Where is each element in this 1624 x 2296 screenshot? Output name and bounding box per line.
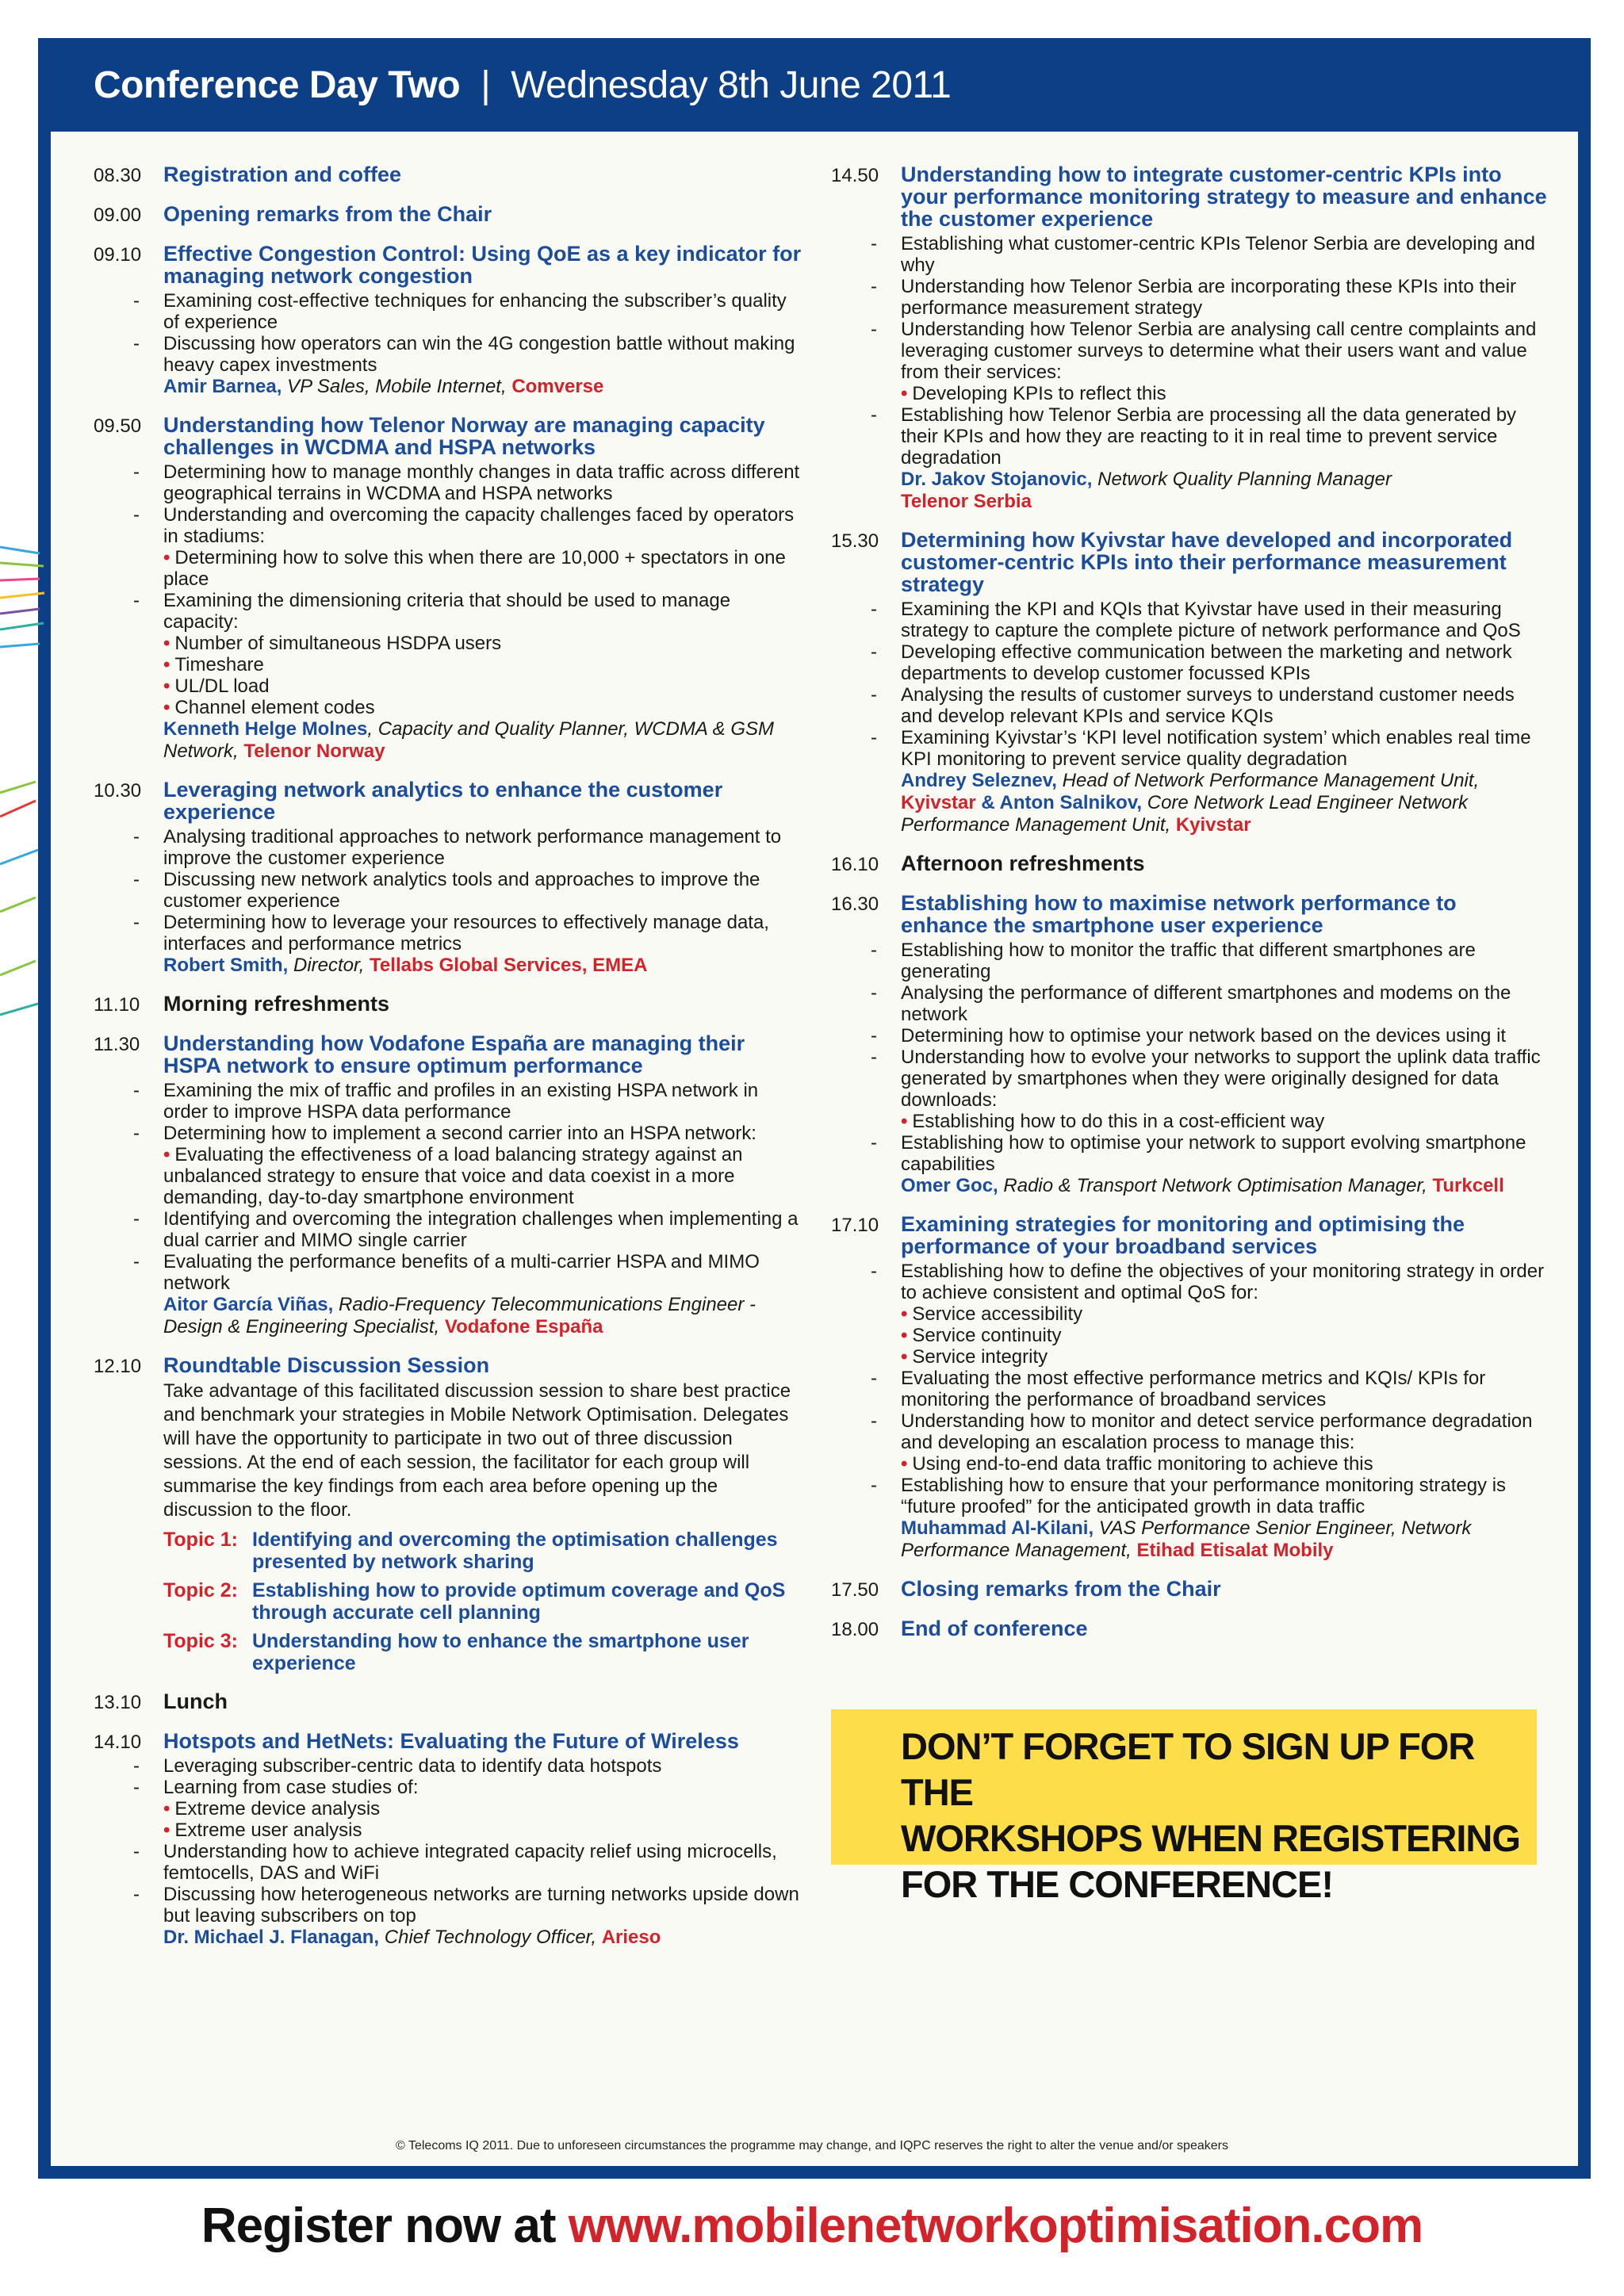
workshop-callout — [831, 1709, 1537, 1905]
session-time: 08.30 — [94, 165, 142, 186]
session-content — [163, 993, 807, 1016]
bullet-text: Channel element codes — [174, 697, 375, 718]
session-content — [163, 203, 807, 227]
bullet-text: Discussing how operators can win the 4G congestion battle without making heavy capex investments — [163, 333, 795, 376]
bullet-item — [163, 869, 807, 912]
bullet-item — [163, 1841, 807, 1884]
topic-text: Establishing how to provide optimum coverage and QoS through accurate cell planning — [252, 1579, 786, 1624]
speaker-role: VAS Performance Senior Engineer, Network Performance Management, — [901, 1517, 1472, 1561]
bullet-item — [901, 1410, 1549, 1453]
session-content — [163, 163, 807, 187]
sub-bullet-item — [163, 547, 807, 590]
bullet-text: Determining how to solve this when there are 10,000 + spectators in one place — [163, 547, 786, 590]
bullet-item — [901, 1132, 1549, 1175]
bullet-text: Establishing how to monitor the traffic that different smartphones are generating — [901, 939, 1476, 982]
sub-bullet-item — [901, 1303, 1549, 1325]
sub-bullet-item — [163, 1820, 807, 1841]
bullet-text: Developing effective communication between the marketing and network departments to develop customer focussed KPIs — [901, 641, 1512, 684]
speaker-role: Radio-Frequency Telecommunications Engineer - Design & Engineering Specialist, — [163, 1294, 756, 1337]
header-separator: | — [481, 63, 491, 106]
agenda-session — [831, 852, 1549, 876]
session-time: 10.30 — [94, 780, 142, 802]
speaker-name: Andrey Seleznev, — [901, 770, 1057, 791]
speaker-organisation: Tellabs Global Services, EMEA — [370, 955, 648, 976]
copyright-notice: © Telecoms IQ 2011. Due to unforeseen circumstances the programme may change, and IQPC reserves the right to alter the venue and/or speakers — [396, 2139, 1228, 2152]
speaker-name: Omer Goc, — [901, 1175, 998, 1196]
agenda-session — [94, 243, 807, 398]
roundtable-topic — [163, 1529, 807, 1573]
bullet-item — [163, 1884, 807, 1927]
bullet-item — [163, 1080, 807, 1123]
topic-label: Topic 2: — [163, 1579, 238, 1601]
red-dot-icon: • — [901, 1346, 908, 1368]
session-title: Lunch — [163, 1689, 228, 1713]
speaker-line — [163, 1927, 807, 1949]
agenda-session — [94, 1032, 807, 1338]
session-time: 17.10 — [831, 1215, 879, 1236]
bullet-item — [901, 233, 1549, 276]
bullet-text: Service accessibility — [912, 1303, 1083, 1325]
session-title: Effective Congestion Control: Using QoE as a key indicator for managing network congestion — [163, 242, 802, 288]
bullet-text: Establishing how to optimise your network to support evolving smartphone capabilities — [901, 1132, 1526, 1175]
bullet-item — [163, 590, 807, 633]
agenda-session — [831, 892, 1549, 1197]
speaker-organisation: Arieso — [601, 1927, 661, 1948]
roundtable-topic — [163, 1630, 807, 1674]
bullet-text: Understanding how to evolve your networks to support the uplink data traffic generated by smartphones when they were originally designed for data downloads: — [901, 1047, 1541, 1111]
agenda-session — [831, 1213, 1549, 1562]
callout-line-1: DON’T FORGET TO SIGN UP FOR THE — [901, 1725, 1475, 1813]
session-title: Hotspots and HetNets: Evaluating the Future of Wireless — [163, 1729, 739, 1753]
register-banner — [0, 2198, 1624, 2254]
agenda-session — [94, 163, 807, 187]
session-bullets — [901, 233, 1549, 469]
speaker-line — [901, 770, 1549, 836]
red-dot-icon: • — [163, 1798, 170, 1820]
session-time: 15.30 — [831, 530, 879, 552]
speaker-organisation: Telenor Serbia — [901, 491, 1032, 512]
bullet-text: Determining how to manage monthly changes in data traffic across different geographical terrains in WCDMA and HSPA networks — [163, 461, 800, 504]
agenda-session — [94, 1354, 807, 1674]
bullet-text: Learning from case studies of: — [163, 1777, 419, 1798]
red-dot-icon: • — [163, 697, 170, 718]
speaker-role: Core Network Lead Engineer Network Performance Management Unit, — [901, 792, 1468, 836]
session-time: 16.10 — [831, 854, 879, 875]
session-time: 13.10 — [94, 1692, 142, 1713]
bullet-text: Establishing how to do this in a cost-efficient way — [912, 1111, 1325, 1132]
topic-text: Identifying and overcoming the optimisation challenges presented by network sharing — [252, 1529, 778, 1573]
speaker-line — [901, 1175, 1549, 1197]
session-time: 12.10 — [94, 1356, 142, 1377]
bullet-text: Examining the KPI and KQIs that Kyivstar have used in their measuring strategy to capture the complete picture of network performance and QoS — [901, 599, 1521, 641]
session-title: Leveraging network analytics to enhance the customer experience — [163, 778, 723, 824]
speaker-line — [901, 1517, 1549, 1562]
session-title: Determining how Kyivstar have developed and incorporated customer-centric KPIs into their performance measurement strategy — [901, 528, 1513, 596]
session-bullets — [901, 939, 1549, 1175]
callout-line-3: FOR THE CONFERENCE! — [901, 1863, 1333, 1905]
page-header — [38, 38, 1591, 132]
session-bullets — [163, 826, 807, 955]
callout-line-2: WORKSHOPS WHEN REGISTERING — [901, 1817, 1520, 1859]
bullet-item — [163, 290, 807, 333]
bullet-text: Service integrity — [912, 1346, 1048, 1368]
agenda-session — [94, 779, 807, 977]
session-content — [901, 852, 1549, 876]
session-title: Closing remarks from the Chair — [901, 1577, 1221, 1601]
bullet-item — [901, 727, 1549, 770]
session-time: 16.30 — [831, 894, 879, 915]
session-title: Establishing how to maximise network performance to enhance the smartphone user experience — [901, 891, 1457, 937]
bullet-text: Examining the dimensioning criteria that should be used to manage capacity: — [163, 590, 731, 633]
session-title: Morning refreshments — [163, 992, 390, 1016]
bullet-item — [901, 276, 1549, 319]
topic-label: Topic 3: — [163, 1630, 238, 1652]
bullet-item — [901, 1368, 1549, 1410]
roundtable-topic — [163, 1579, 807, 1624]
speaker-line — [901, 469, 1549, 513]
session-time: 17.50 — [831, 1579, 879, 1601]
speaker-name: Muhammad Al-Kilani, — [901, 1517, 1094, 1539]
speaker-organisation: Kyivstar — [901, 792, 976, 813]
bullet-item — [901, 1475, 1549, 1517]
bullet-item — [163, 1208, 807, 1251]
bullet-item — [163, 1777, 807, 1798]
red-dot-icon: • — [901, 1111, 908, 1132]
red-dot-icon: • — [901, 1453, 908, 1475]
bullet-text: Evaluating the performance benefits of a multi-carrier HSPA and MIMO network — [163, 1251, 760, 1294]
register-prefix: Register now at — [201, 2198, 569, 2253]
bullet-text: Understanding and overcoming the capacity challenges faced by operators in stadiums: — [163, 504, 795, 547]
session-content — [901, 1213, 1549, 1562]
bullet-text: Determining how to optimise your network based on the devices using it — [901, 1025, 1507, 1047]
bullet-text: Understanding how to monitor and detect service performance degradation and developing an escalation process to manage this: — [901, 1410, 1533, 1453]
register-url-link[interactable]: www.mobilenetworkoptimisation.com — [568, 2198, 1423, 2253]
session-bullets — [901, 1261, 1549, 1517]
speaker-line — [163, 718, 807, 763]
bullet-text: Developing KPIs to reflect this — [912, 383, 1166, 404]
session-title: Registration and coffee — [163, 163, 402, 186]
session-time: 09.10 — [94, 244, 142, 266]
bullet-text: Timeshare — [174, 654, 264, 675]
speaker-name: Amir Barnea, — [163, 376, 282, 397]
bullet-item — [901, 1025, 1549, 1047]
session-title: Understanding how Telenor Norway are managing capacity challenges in WCDMA and HSPA networks — [163, 413, 765, 459]
speaker-role: Chief Technology Officer, — [379, 1927, 602, 1948]
session-time: 18.00 — [831, 1619, 879, 1640]
session-content — [163, 414, 807, 763]
bullet-text: Establishing how to define the objectives of your monitoring strategy in order to achieve consistent and optimal QoS for: — [901, 1261, 1545, 1303]
session-time: 09.50 — [94, 415, 142, 437]
sub-bullet-item — [163, 654, 807, 675]
agenda-session — [831, 1578, 1549, 1601]
bullet-item — [163, 1123, 807, 1144]
speaker-line — [163, 376, 807, 398]
speaker-role: Head of Network Performance Management Unit, — [1056, 770, 1480, 791]
red-dot-icon: • — [901, 1303, 908, 1325]
session-content — [163, 243, 807, 398]
red-dot-icon: • — [901, 1325, 908, 1346]
session-content — [901, 163, 1549, 513]
bullet-item — [163, 912, 807, 955]
header-title: Conference Day Two — [94, 63, 461, 106]
agenda-session — [831, 529, 1549, 836]
session-title: Roundtable Discussion Session — [163, 1353, 490, 1377]
session-title: Understanding how to integrate customer-centric KPIs into your performance monitoring strategy to measure and enhance the customer experience — [901, 163, 1547, 231]
bullet-text: Examining cost-effective techniques for enhancing the subscriber’s quality of experience — [163, 290, 787, 333]
right-column — [831, 163, 1549, 1657]
red-dot-icon: • — [163, 633, 170, 654]
speaker-role: , Capacity and Quality Planner, WCDMA & GSM Network, — [163, 718, 774, 762]
agenda-session — [831, 1617, 1549, 1641]
speaker-name: Kenneth Helge Molnes — [163, 718, 368, 740]
bullet-text: Number of simultaneous HSDPA users — [174, 633, 502, 654]
topic-text: Understanding how to enhance the smartphone user experience — [252, 1630, 749, 1674]
speaker-line — [163, 955, 807, 977]
bullet-item — [163, 504, 807, 547]
agenda-session — [831, 163, 1549, 513]
session-content — [901, 529, 1549, 836]
red-dot-icon: • — [163, 547, 170, 568]
session-content — [163, 1690, 807, 1714]
session-content — [163, 1354, 807, 1674]
session-title: Afternoon refreshments — [901, 851, 1145, 875]
session-content — [163, 1730, 807, 1949]
bullet-item — [901, 641, 1549, 684]
agenda-session — [94, 1690, 807, 1714]
bullet-text: UL/DL load — [174, 675, 270, 697]
sub-bullet-item — [163, 1144, 807, 1208]
bullet-text: Extreme user analysis — [174, 1820, 362, 1841]
session-content — [901, 1617, 1549, 1641]
header-date: Wednesday 8th June 2011 — [511, 63, 952, 106]
bullet-text: Analysing the performance of different smartphones and modems on the network — [901, 982, 1511, 1025]
sub-bullet-item — [901, 383, 1549, 404]
session-content — [901, 1578, 1549, 1601]
session-time: 14.10 — [94, 1732, 142, 1753]
session-title: End of conference — [901, 1617, 1088, 1640]
session-bullets — [163, 1080, 807, 1294]
bullet-text: Using end-to-end data traffic monitoring to achieve this — [912, 1453, 1373, 1475]
bullet-text: Discussing new network analytics tools and approaches to improve the customer experience — [163, 869, 760, 912]
session-title: Opening remarks from the Chair — [163, 202, 492, 226]
speaker-organisation: Telenor Norway — [243, 740, 385, 762]
bullet-item — [901, 982, 1549, 1025]
bullet-text: Understanding how Telenor Serbia are incorporating these KPIs into their performance measurement strategy — [901, 276, 1517, 319]
bullet-text: Evaluating the most effective performance metrics and KQIs/ KPIs for monitoring the performance of broadband services — [901, 1368, 1486, 1410]
bullet-text: Analysing the results of customer surveys to understand customer needs and develop relevant KPIs and service KQIs — [901, 684, 1515, 727]
speaker-line — [163, 1294, 807, 1338]
sub-bullet-item — [901, 1453, 1549, 1475]
bullet-text: Understanding how to achieve integrated capacity relief using microcells, femtocells, DAS and WiFi — [163, 1841, 777, 1884]
sub-bullet-item — [901, 1346, 1549, 1368]
speaker-role: Network Quality Planning Manager — [1092, 469, 1392, 490]
red-dot-icon: • — [163, 1820, 170, 1841]
speaker-name: Dr. Jakov Stojanovic, — [901, 469, 1093, 490]
agenda-session — [94, 203, 807, 227]
bullet-item — [163, 333, 807, 376]
session-time: 11.10 — [94, 994, 140, 1016]
bullet-item — [901, 939, 1549, 982]
session-bullets — [163, 461, 807, 718]
session-time: 14.50 — [831, 165, 879, 186]
bullet-item — [901, 684, 1549, 727]
bullet-text: Understanding how Telenor Serbia are analysing call centre complaints and leveraging customer surveys to determine what their users want and value from their services: — [901, 319, 1537, 383]
bullet-text: Leveraging subscriber-centric data to identify data hotspots — [163, 1755, 662, 1777]
sub-bullet-item — [163, 633, 807, 654]
bullet-item — [901, 599, 1549, 641]
bullet-text: Establishing what customer-centric KPIs Telenor Serbia are developing and why — [901, 233, 1535, 276]
session-time: 09.00 — [94, 205, 142, 226]
bullet-item — [163, 461, 807, 504]
session-title: Understanding how Vodafone España are managing their HSPA network to ensure optimum performance — [163, 1031, 745, 1077]
red-dot-icon: • — [901, 383, 908, 404]
session-content — [163, 1032, 807, 1338]
speaker-organisation: Comverse — [511, 376, 604, 397]
bullet-text: Identifying and overcoming the integration challenges when implementing a dual carrier and MIMO single carrier — [163, 1208, 799, 1251]
bullet-text: Evaluating the effectiveness of a load balancing strategy against an unbalanced strategy to ensure that voice and data coexist in a more demanding, day-to-day smartphone environment — [163, 1144, 743, 1208]
bullet-text: Examining Kyivstar’s ‘KPI level notification system’ which enables real time KPI monitoring to prevent service quality degradation — [901, 727, 1531, 770]
sub-bullet-item — [163, 675, 807, 697]
speaker-organisation: Etihad Etisalat Mobily — [1136, 1540, 1334, 1561]
bullet-item — [901, 319, 1549, 383]
agenda-session — [94, 414, 807, 763]
session-time: 11.30 — [94, 1034, 140, 1055]
speaker-role: VP Sales, Mobile Internet, — [282, 376, 512, 397]
bullet-text: Establishing how to ensure that your performance monitoring strategy is “future proofed” for the anticipated growth in data traffic — [901, 1475, 1507, 1517]
bullet-item — [163, 826, 807, 869]
sub-bullet-item — [163, 697, 807, 718]
topic-label: Topic 1: — [163, 1529, 238, 1551]
red-dot-icon: • — [163, 675, 170, 697]
left-column — [94, 163, 807, 1965]
session-bullets — [163, 290, 807, 376]
bullet-text: Extreme device analysis — [174, 1798, 381, 1820]
sub-bullet-item — [901, 1325, 1549, 1346]
speaker-organisation: Kyivstar — [1175, 814, 1251, 836]
bullet-text: Determining how to leverage your resources to effectively manage data, interfaces and performance metrics — [163, 912, 769, 955]
bullet-text: Discussing how heterogeneous networks are turning networks upside down but leaving subscribers on top — [163, 1884, 799, 1927]
bullet-text: Service continuity — [912, 1325, 1062, 1346]
bullet-text: Analysing traditional approaches to network performance management to improve the customer experience — [163, 826, 782, 869]
red-dot-icon: • — [163, 1144, 170, 1165]
sub-bullet-item — [901, 1111, 1549, 1132]
bullet-text: Examining the mix of traffic and profiles in an existing HSPA network in order to improve HSPA data performance — [163, 1080, 759, 1123]
red-dot-icon: • — [163, 654, 170, 675]
speaker-role: Director, — [288, 955, 370, 976]
sub-bullet-item — [163, 1798, 807, 1820]
bullet-text: Establishing how Telenor Serbia are processing all the data generated by their KPIs and how they are reacting to it in real time to prevent service degradation — [901, 404, 1517, 469]
bullet-item — [901, 1047, 1549, 1111]
speaker-name: Dr. Michael J. Flanagan, — [163, 1927, 380, 1948]
session-description: Take advantage of this facilitated discussion session to share best practice and benchmark your strategies in Mobile Network Optimisation. Delegates will have the opportunity to participate in two out of three discussion sessions. At the end of each session, the facilitator for each group will summarise the key findings from each area before opening up the discussion to the floor. — [163, 1380, 791, 1521]
decorative-lines — [0, 531, 56, 1047]
session-bullets — [163, 1755, 807, 1927]
session-bullets — [901, 599, 1549, 770]
session-title: Examining strategies for monitoring and optimising the performance of your broadband services — [901, 1212, 1465, 1258]
speaker-organisation: Vodafone España — [444, 1316, 603, 1337]
bullet-item — [901, 404, 1549, 469]
session-content — [163, 779, 807, 977]
agenda-session — [94, 1730, 807, 1949]
speaker-name: Aitor García Viñas, — [163, 1294, 334, 1315]
session-content — [901, 892, 1549, 1197]
bullet-item — [901, 1261, 1549, 1303]
bullet-item — [163, 1251, 807, 1294]
speaker-name: Robert Smith, — [163, 955, 289, 976]
bullet-text: Determining how to implement a second carrier into an HSPA network: — [163, 1123, 756, 1144]
agenda-session — [94, 993, 807, 1016]
speaker-role: Radio & Transport Network Optimisation Manager, — [998, 1175, 1433, 1196]
speaker-name: & Anton Salnikov, — [975, 792, 1143, 813]
bullet-item — [163, 1755, 807, 1777]
speaker-organisation: Turkcell — [1432, 1175, 1504, 1196]
